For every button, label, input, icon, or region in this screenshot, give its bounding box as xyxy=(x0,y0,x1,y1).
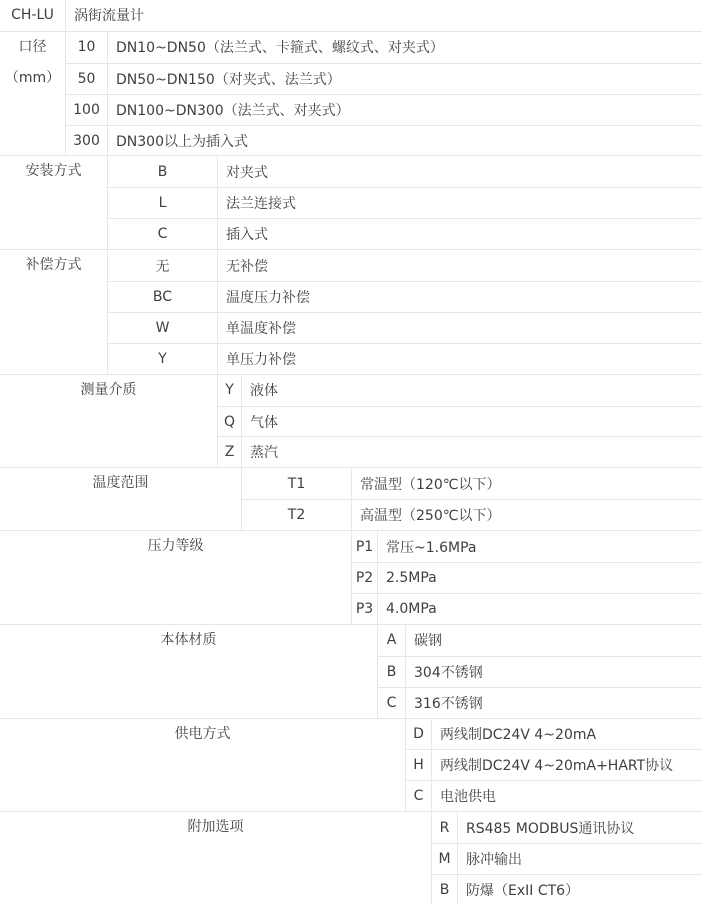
desc-cell: DN100~DN300（法兰式、对夹式） xyxy=(116,102,350,119)
section-label-body-material: 本体材质 xyxy=(0,625,378,718)
section-label-compensation: 补偿方式 xyxy=(0,250,108,374)
code-cell: D xyxy=(406,719,432,750)
code-cell: Y xyxy=(108,344,218,374)
code-cell: 无 xyxy=(108,250,218,281)
table-row xyxy=(66,63,702,94)
desc-cell: 插入式 xyxy=(226,227,268,244)
section-medium xyxy=(0,374,702,468)
desc-cell: 碳钢 xyxy=(414,633,442,650)
code-cell: C xyxy=(406,781,432,811)
table-row xyxy=(378,687,702,718)
section-label-medium: 测量介质 xyxy=(0,375,218,468)
desc-cell: 温度压力补偿 xyxy=(226,289,310,306)
code-cell: Y xyxy=(218,375,242,406)
desc-cell: 对夹式 xyxy=(226,164,268,181)
table-row xyxy=(108,156,702,187)
code-cell: L xyxy=(108,188,218,218)
table-row xyxy=(108,281,702,312)
section-diameter xyxy=(0,31,702,156)
code-cell: 10 xyxy=(66,32,108,63)
code-cell: 100 xyxy=(66,95,108,125)
code-cell: BC xyxy=(108,282,218,312)
section-power-supply xyxy=(0,718,702,812)
code-cell: M xyxy=(432,844,458,874)
section-label-installation: 安装方式 xyxy=(0,156,108,249)
code-cell: H xyxy=(406,750,432,780)
table-row xyxy=(218,436,702,467)
table-row xyxy=(378,656,702,687)
table-row xyxy=(242,468,702,499)
desc-cell: 防爆（ExII CT6） xyxy=(466,882,580,899)
code-cell: P1 xyxy=(352,531,378,562)
desc-cell: RS485 MODBUS通讯协议 xyxy=(466,820,635,837)
table-row xyxy=(66,94,702,125)
table-row xyxy=(352,562,702,593)
code-cell: B xyxy=(432,875,458,905)
table-row xyxy=(108,343,702,374)
desc-cell: 304不锈钢 xyxy=(414,664,483,681)
table-row xyxy=(352,593,702,624)
code-cell: B xyxy=(378,657,406,687)
table-row xyxy=(66,125,702,156)
code-cell: 50 xyxy=(66,64,108,94)
section-compensation xyxy=(0,249,702,374)
table-row xyxy=(218,406,702,437)
desc-cell: 316不锈钢 xyxy=(414,695,483,712)
code-cell: B xyxy=(108,156,218,187)
code-cell: W xyxy=(108,313,218,343)
model-code-cell: CH-LU xyxy=(0,0,66,31)
desc-cell: 脉冲输出 xyxy=(466,852,522,868)
code-cell: 300 xyxy=(66,126,108,156)
table-row xyxy=(406,780,702,811)
desc-cell: 4.0MPa xyxy=(386,600,437,617)
desc-cell: DN10~DN50（法兰式、卡箍式、螺纹式、对夹式） xyxy=(116,40,444,57)
section-model-header xyxy=(0,0,702,31)
section-label-power-supply: 供电方式 xyxy=(0,719,406,812)
table-row xyxy=(242,499,702,530)
table-row xyxy=(66,0,702,31)
desc-cell: DN300以上为插入式 xyxy=(116,133,248,150)
desc-cell: 高温型（250℃以下） xyxy=(360,508,501,525)
desc-cell: 两线制DC24V 4~20mA xyxy=(440,726,597,743)
desc-cell: 两线制DC24V 4~20mA+HART协议 xyxy=(440,758,674,775)
section-label-temperature-range: 温度范围 xyxy=(0,468,242,530)
table-row xyxy=(108,250,702,281)
desc-cell: 单压力补偿 xyxy=(226,351,296,368)
desc-cell: 2.5MPa xyxy=(386,569,437,586)
desc-cell: 法兰连接式 xyxy=(226,196,296,213)
code-cell: Z xyxy=(218,437,242,467)
desc-cell: DN50~DN150（对夹式、法兰式） xyxy=(116,71,341,88)
desc-cell: 单温度补偿 xyxy=(226,320,296,337)
desc-cell: 常温型（120℃以下） xyxy=(360,476,501,493)
section-label-pressure-rating: 压力等级 xyxy=(0,531,352,624)
section-label-line: （mm） xyxy=(4,69,61,86)
table-row xyxy=(432,812,702,843)
code-cell: P2 xyxy=(352,563,378,593)
desc-cell: 液体 xyxy=(250,383,278,400)
table-row xyxy=(108,187,702,218)
code-cell: C xyxy=(378,688,406,718)
desc-cell: 蒸汽 xyxy=(250,445,278,462)
table-row xyxy=(432,874,702,905)
code-cell: Q xyxy=(218,407,242,437)
code-cell: R xyxy=(432,812,458,843)
table-row xyxy=(406,749,702,780)
desc-cell: 气体 xyxy=(250,414,278,431)
section-temperature-range xyxy=(0,467,702,530)
table-row xyxy=(432,843,702,874)
section-label-additional-options: 附加选项 xyxy=(0,812,432,905)
section-additional-options xyxy=(0,811,702,905)
table-row xyxy=(218,375,702,406)
section-installation xyxy=(0,155,702,249)
section-pressure-rating xyxy=(0,530,702,624)
table-row xyxy=(406,719,702,750)
desc-cell: 常压~1.6MPa xyxy=(386,539,477,556)
section-body-material xyxy=(0,624,702,718)
table-row xyxy=(378,625,702,656)
code-cell: T2 xyxy=(242,500,352,530)
table-row xyxy=(108,218,702,249)
table-row xyxy=(66,32,702,63)
code-cell: A xyxy=(378,625,406,656)
table-row xyxy=(352,531,702,562)
code-cell: P3 xyxy=(352,594,378,624)
table-row xyxy=(108,312,702,343)
model-name-cell: 涡街流量计 xyxy=(74,8,144,25)
desc-cell: 无补偿 xyxy=(226,258,268,275)
code-cell: T1 xyxy=(242,468,352,499)
section-label-diameter xyxy=(0,32,66,156)
section-label-line: 口径 xyxy=(18,38,47,55)
desc-cell: 电池供电 xyxy=(440,789,496,806)
code-cell: C xyxy=(108,219,218,249)
